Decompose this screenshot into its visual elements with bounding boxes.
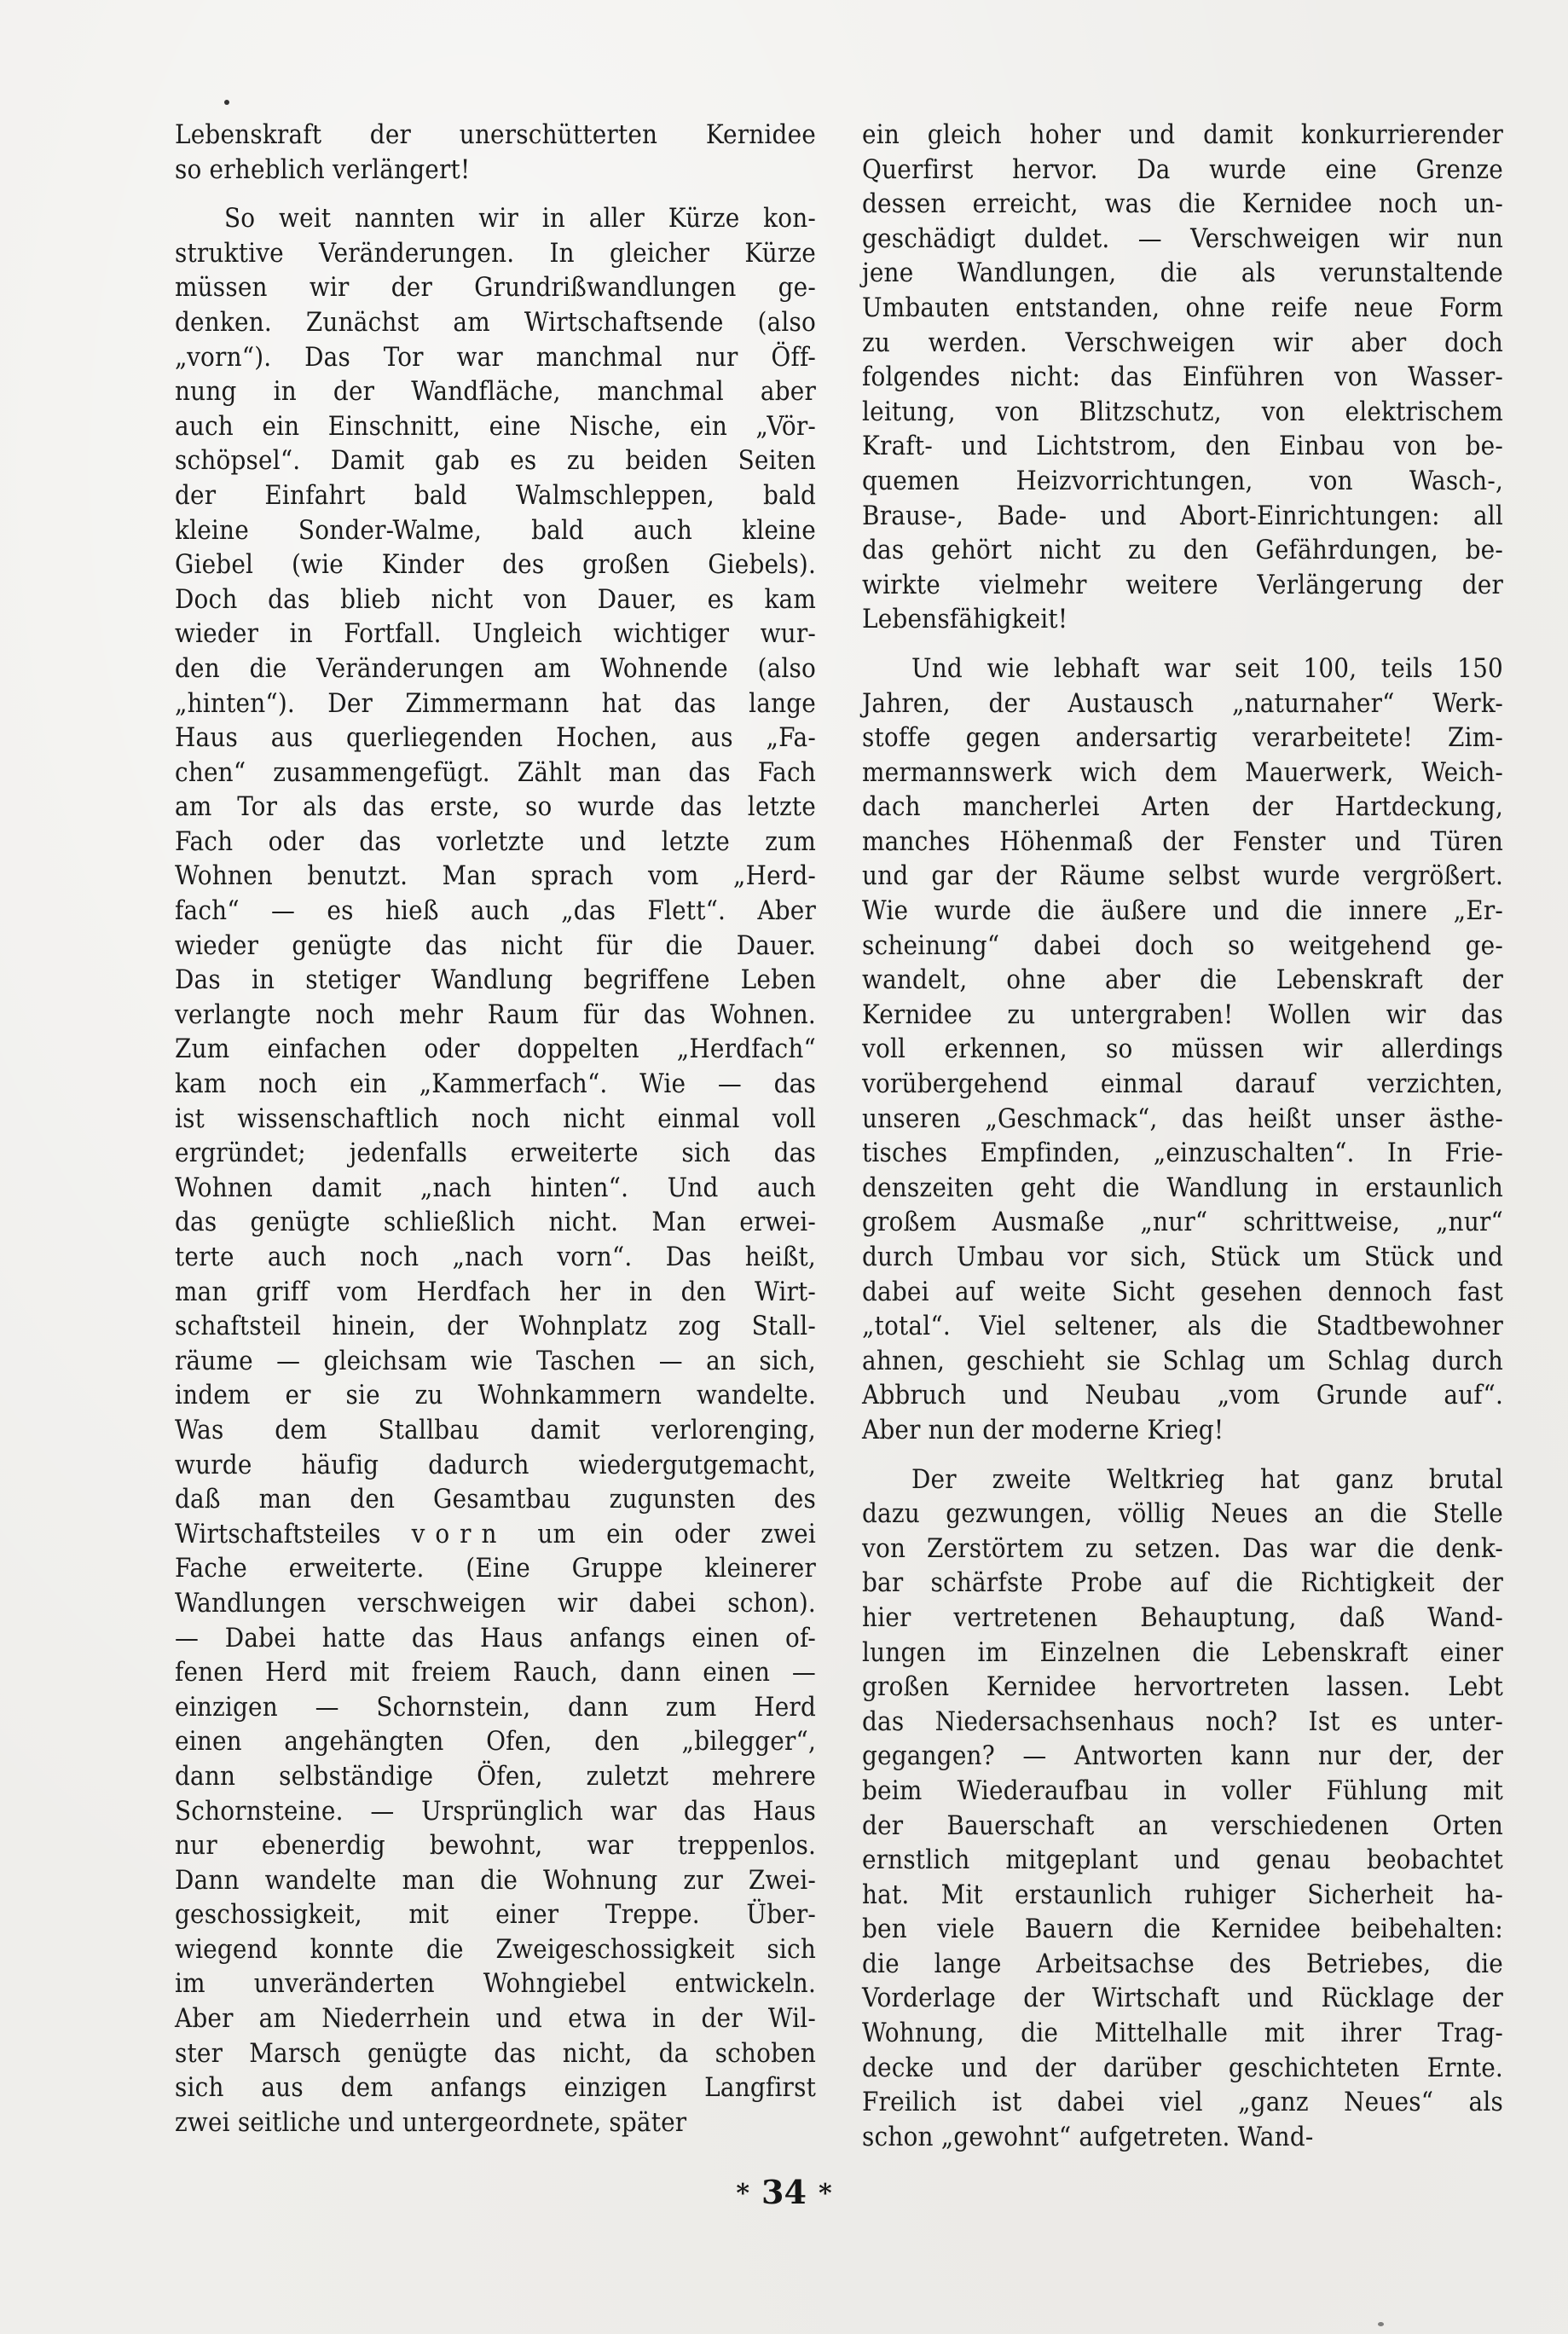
text-line: das genügte schließlich nicht. Man erwei- bbox=[175, 1207, 816, 1238]
text-line: Vorderlage der Wirtschaft und Rücklage der bbox=[862, 1983, 1503, 2014]
text-line: dazu gezwungen, völlig Neues an die Stelle bbox=[862, 1498, 1503, 1530]
text-line: Wandlungen verschweigen wir dabei schon). bbox=[175, 1587, 816, 1619]
text-line: Kernidee zu untergraben! Wollen wir das bbox=[862, 999, 1503, 1030]
text-line: struktive Veränderungen. In gleicher Kürze bbox=[175, 237, 816, 269]
text-line: Freilich ist dabei viel „ganz Neues“ als bbox=[862, 2087, 1503, 2118]
text-line: scheinung“ dabei doch so weitgehend ge- bbox=[862, 930, 1503, 961]
text-line: der Einfahrt bald Walmschleppen, bald bbox=[175, 479, 816, 511]
text-line: Jahren, der Austausch „naturnaher“ Werk- bbox=[862, 687, 1503, 719]
text-line: Wohnung, die Mittelhalle mit ihrer Trag- bbox=[862, 2018, 1503, 2049]
text-line: denken. Zunächst am Wirtschaftsende (also bbox=[175, 306, 816, 338]
text-line: fach“ — es hieß auch „das Flett“. Aber bbox=[175, 895, 816, 927]
text-line: ergründet; jedenfalls erweiterte sich das bbox=[175, 1138, 816, 1169]
text-line: wurde häufig dadurch wiedergutgemacht, bbox=[175, 1449, 816, 1480]
text-line: dessen erreicht, was die Kernidee noch un- bbox=[862, 188, 1503, 220]
text-line: Doch das blieb nicht von Dauer, es kam bbox=[175, 583, 816, 615]
text-line: ist wissenschaftlich noch nicht einmal voll bbox=[175, 1103, 816, 1134]
text-line: verlangte noch mehr Raum für das Wohnen. bbox=[175, 999, 816, 1030]
paragraph-gap bbox=[175, 187, 816, 201]
text-line: ster Marsch genügte das nicht, da schoben bbox=[175, 2037, 816, 2069]
text-line: manches Höhenmaß der Fenster und Türen bbox=[862, 825, 1503, 857]
text-line: Wie wurde die äußere und die innere „Er- bbox=[862, 895, 1503, 927]
asterisk-ornament-icon: * bbox=[818, 2179, 832, 2209]
text-line: durch Umbau vor sich, Stück um Stück und bbox=[862, 1242, 1503, 1272]
text-line: Brause-, Bade- und Abort-Einrichtungen: all bbox=[862, 500, 1503, 531]
text-line: gegangen? — Antworten kann nur der, der bbox=[862, 1740, 1503, 1772]
text-line: nung in der Wandfläche, manchmal aber bbox=[175, 376, 816, 408]
left-text-column bbox=[175, 118, 816, 2140]
text-line: einen angehängten Ofen, den „bilegger“, bbox=[175, 1726, 816, 1758]
text-line: den die Veränderungen am Wohnende (also bbox=[175, 652, 816, 684]
text-line: müssen wir der Grundrißwandlungen ge- bbox=[175, 272, 816, 304]
text-line: kleine Sonder-Walme, bald auch kleine bbox=[175, 514, 816, 546]
text-line: geschossigkeit, mit einer Treppe. Über- bbox=[175, 1899, 816, 1931]
text-line: ben viele Bauern die Kernidee beibehalten: bbox=[862, 1914, 1503, 1945]
print-speck bbox=[224, 100, 229, 105]
text-line: „hinten“). Der Zimmermann hat das lange bbox=[175, 687, 816, 719]
text-line: wirkte vielmehr weitere Verlängerung der bbox=[862, 569, 1503, 600]
text-line: Das in stetiger Wandlung begriffene Leben bbox=[175, 964, 816, 996]
text-line: Dann wandelte man die Wohnung zur Zwei- bbox=[175, 1864, 816, 1896]
text-line: der Bauerschaft an verschiedenen Orten bbox=[862, 1810, 1503, 1841]
text-line: schöpsel“. Damit gab es zu beiden Seiten bbox=[175, 445, 816, 477]
text-line: großem Ausmaße „nur“ schrittweise, „nur“ bbox=[862, 1207, 1503, 1238]
text-line: indem er sie zu Wohnkammern wandelte. bbox=[175, 1380, 816, 1411]
text-line: einzigen — Schornstein, dann zum Herd bbox=[175, 1691, 816, 1723]
text-line: Umbauten entstanden, ohne reife neue Form bbox=[862, 292, 1503, 323]
text-line: Querfirst hervor. Da wurde eine Grenze bbox=[862, 153, 1503, 185]
text-line: terte auch noch „nach vorn“. Das heißt, bbox=[175, 1242, 816, 1272]
text-line: tisches Empfinden, „einzuschalten“. In Frie- bbox=[862, 1138, 1503, 1169]
text-line: jene Wandlungen, die als verunstaltende bbox=[862, 258, 1503, 289]
text-line: sich aus dem anfangs einzigen Langfirst bbox=[175, 2072, 816, 2104]
right-text-column bbox=[862, 118, 1503, 2154]
text-line: leitung, von Blitzschutz, von elektrischem bbox=[862, 396, 1503, 427]
text-line: chen“ zusammengefügt. Zählt man das Fach bbox=[175, 756, 816, 788]
text-line: unseren „Geschmack“, das heißt unser ästhe- bbox=[862, 1103, 1503, 1134]
text-line: das Niedersachsenhaus noch? Ist es unter- bbox=[862, 1706, 1503, 1737]
text-line: am Tor als das erste, so wurde das letzte bbox=[175, 791, 816, 823]
text-line: nur ebenerdig bewohnt, war treppenlos. bbox=[175, 1830, 816, 1862]
text-line: ernstlich mitgeplant und genau beobachtet bbox=[862, 1845, 1503, 1876]
text-line: räume — gleichsam wie Taschen — an sich, bbox=[175, 1345, 816, 1376]
text-line: wandelt, ohne aber die Lebenskraft der bbox=[862, 964, 1503, 996]
text-line: bar schärfste Probe auf die Richtigkeit der bbox=[862, 1567, 1503, 1599]
text-line: Fach oder das vorletzte und letzte zum bbox=[175, 825, 816, 857]
paragraph-gap bbox=[862, 1448, 1503, 1462]
text-line: wiegend konnte die Zweigeschossigkeit sich bbox=[175, 1933, 816, 1965]
text-line: Lebensfähigkeit! bbox=[862, 604, 1068, 635]
text-line: Abbruch und Neubau „vom Grunde auf“. bbox=[862, 1380, 1503, 1411]
text-line: schaftsteil hinein, der Wohnplatz zog Stall- bbox=[175, 1311, 816, 1342]
text-line: von Zerstörtem zu setzen. Das war die denk- bbox=[862, 1532, 1503, 1564]
page-number: 34 bbox=[761, 2173, 807, 2211]
text-line: wieder genügte das nicht für die Dauer. bbox=[175, 930, 816, 961]
text-line: kam noch ein „Kammerfach“. Wie — das bbox=[175, 1069, 816, 1100]
text-line: Wirtschaftsteiles vorn um ein oder zwei bbox=[175, 1518, 816, 1549]
asterisk-ornament-icon: * bbox=[736, 2179, 750, 2209]
text-line: Lebenskraft der unerschütterten Kernidee bbox=[175, 119, 816, 150]
text-line: man griff vom Herdfach her in den Wirt- bbox=[175, 1276, 816, 1307]
text-line: voll erkennen, so müssen wir allerdings bbox=[862, 1034, 1503, 1065]
text-line: stoffe gegen andersartig verarbeitete! Zim- bbox=[862, 722, 1503, 754]
text-line: so erheblich verlängert! bbox=[175, 153, 471, 185]
text-line: Der zweite Weltkrieg hat ganz brutal bbox=[911, 1463, 1503, 1495]
text-line: Wohnen benutzt. Man sprach vom „Herd- bbox=[175, 860, 816, 892]
text-line: ahnen, geschieht sie Schlag um Schlag durch bbox=[862, 1345, 1503, 1376]
text-line: hat. Mit erstaunlich ruhiger Sicherheit ha- bbox=[862, 1879, 1503, 1910]
text-line: Wohnen damit „nach hinten“. Und auch bbox=[175, 1172, 816, 1203]
text-line: und gar der Räume selbst wurde vergrößert. bbox=[862, 860, 1503, 892]
paragraph bbox=[862, 652, 1503, 1448]
text-line: dabei auf weite Sicht gesehen dennoch fast bbox=[862, 1276, 1503, 1307]
text-line: hier vertretenen Behauptung, daß Wand- bbox=[862, 1601, 1503, 1633]
text-line: Kraft- und Lichtstrom, den Einbau von be- bbox=[862, 431, 1503, 462]
text-line: decke und der darüber geschichteten Ernte. bbox=[862, 2052, 1503, 2083]
text-line: die lange Arbeitsachse des Betriebes, die bbox=[862, 1948, 1503, 1979]
text-line: quemen Heizvorrichtungen, von Wasch-, bbox=[862, 465, 1503, 496]
text-line: Aber nun der moderne Krieg! bbox=[862, 1414, 1224, 1445]
text-line: Fache erweiterte. (Eine Gruppe kleinerer bbox=[175, 1553, 816, 1584]
paragraph bbox=[862, 1462, 1503, 2155]
text-line: Giebel (wie Kinder des großen Giebels). bbox=[175, 549, 816, 581]
text-line: fenen Herd mit freiem Rauch, dann einen — bbox=[175, 1657, 816, 1688]
text-line: „total“. Viel seltener, als die Stadtbewohner bbox=[862, 1311, 1503, 1342]
text-line: Schornsteine. — Ursprünglich war das Haus bbox=[175, 1795, 816, 1827]
text-line: geschädigt duldet. — Verschweigen wir nun bbox=[862, 223, 1503, 254]
paragraph bbox=[862, 118, 1503, 637]
emphasized-word: vorn bbox=[411, 1518, 507, 1549]
text-line: Zum einfachen oder doppelten „Herdfach“ bbox=[175, 1034, 816, 1065]
text-line: lungen im Einzelnen die Lebenskraft einer bbox=[862, 1636, 1503, 1668]
text-line: mermannswerk wich dem Mauerwerk, Weich- bbox=[862, 756, 1503, 788]
text-line: zu werden. Verschweigen wir aber doch bbox=[862, 327, 1503, 358]
text-line: im unveränderten Wohngiebel entwickeln. bbox=[175, 1968, 816, 2000]
paragraph bbox=[175, 118, 816, 187]
paragraph bbox=[175, 201, 816, 2140]
text-line: dach mancherlei Arten der Hartdeckung, bbox=[862, 791, 1503, 823]
text-line: auch ein Einschnitt, eine Nische, ein „Vör- bbox=[175, 410, 816, 442]
text-line: großen Kernidee hervortreten lassen. Lebt bbox=[862, 1671, 1503, 1703]
text-line: Und wie lebhaft war seit 100, teils 150 bbox=[911, 652, 1503, 684]
text-line: dann selbständige Öfen, zuletzt mehrere bbox=[175, 1760, 816, 1792]
text-line: ein gleich hoher und damit konkurrierender bbox=[862, 119, 1503, 150]
text-line: das gehört nicht zu den Gefährdungen, be- bbox=[862, 535, 1503, 566]
text-line: So weit nannten wir in aller Kürze kon- bbox=[224, 203, 816, 235]
print-speck bbox=[1378, 2322, 1384, 2326]
text-line: beim Wiederaufbau in voller Fühlung mit bbox=[862, 1775, 1503, 1806]
text-line: — Dabei hatte das Haus anfangs einen of- bbox=[175, 1622, 816, 1653]
text-line: zwei seitliche und untergeordnete, später bbox=[175, 2106, 687, 2138]
paragraph-gap bbox=[862, 637, 1503, 652]
text-line: vorübergehend einmal darauf verzichten, bbox=[862, 1069, 1503, 1100]
text-line: schon „gewohnt“ aufgetreten. Wand- bbox=[862, 2121, 1314, 2152]
page-number-footer bbox=[0, 2173, 1568, 2211]
text-line: folgendes nicht: das Einführen von Wasser- bbox=[862, 362, 1503, 393]
text-line: denszeiten geht die Wandlung in erstaunlich bbox=[862, 1172, 1503, 1203]
text-line: Aber am Niederrhein und etwa in der Wil- bbox=[175, 2003, 816, 2035]
text-line: Was dem Stallbau damit verlorenging, bbox=[175, 1414, 816, 1445]
text-line: daß man den Gesamtbau zugunsten des bbox=[175, 1484, 816, 1515]
text-line: Haus aus querliegenden Hochen, aus „Fa- bbox=[175, 722, 816, 754]
text-line: wieder in Fortfall. Ungleich wichtiger wur- bbox=[175, 618, 816, 650]
text-line: „vorn“). Das Tor war manchmal nur Öff- bbox=[175, 341, 816, 373]
